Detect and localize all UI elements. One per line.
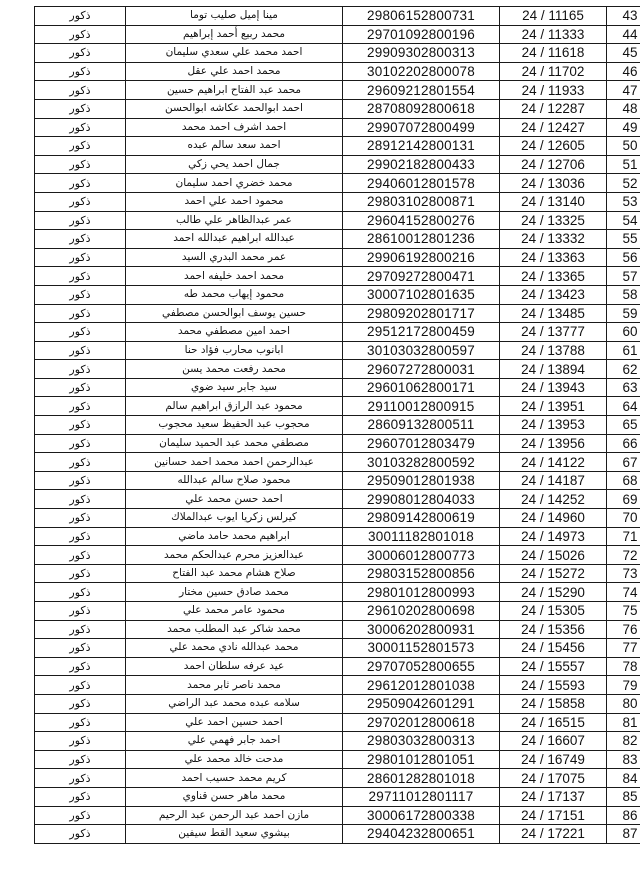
name-cell: احمد اشرف احمد محمد bbox=[126, 118, 343, 137]
table-row bbox=[35, 620, 640, 639]
serial-number-cell: 76 bbox=[607, 620, 640, 639]
roster-table-body bbox=[35, 7, 640, 844]
national-id-cell: 29803032800313 bbox=[343, 732, 500, 751]
national-id-cell: 30103282800592 bbox=[343, 453, 500, 472]
table-row bbox=[35, 583, 640, 602]
registration-number-cell: 24 / 17137 bbox=[500, 787, 607, 806]
gender-cell: ذكور bbox=[35, 787, 126, 806]
registration-number-cell: 24 / 13951 bbox=[500, 397, 607, 416]
national-id-cell: 29907072800499 bbox=[343, 118, 500, 137]
table-row bbox=[35, 137, 640, 156]
national-id-cell: 29902182800433 bbox=[343, 155, 500, 174]
serial-number-cell: 46 bbox=[607, 62, 640, 81]
gender-cell: ذكور bbox=[35, 230, 126, 249]
national-id-cell: 29707052800655 bbox=[343, 657, 500, 676]
serial-number-cell: 66 bbox=[607, 434, 640, 453]
registration-number-cell: 24 / 15858 bbox=[500, 694, 607, 713]
registration-number-cell: 24 / 11618 bbox=[500, 44, 607, 63]
gender-cell: ذكور bbox=[35, 192, 126, 211]
national-id-cell: 30006012800773 bbox=[343, 546, 500, 565]
registration-number-cell: 24 / 12605 bbox=[500, 137, 607, 156]
registration-number-cell: 24 / 15356 bbox=[500, 620, 607, 639]
national-id-cell: 29908012804033 bbox=[343, 490, 500, 509]
table-row bbox=[35, 323, 640, 342]
serial-number-cell: 57 bbox=[607, 267, 640, 286]
serial-number-cell: 70 bbox=[607, 509, 640, 528]
registration-number-cell: 24 / 15272 bbox=[500, 564, 607, 583]
gender-cell: ذكور bbox=[35, 639, 126, 658]
national-id-cell: 30103032800597 bbox=[343, 341, 500, 360]
table-row bbox=[35, 471, 640, 490]
serial-number-cell: 78 bbox=[607, 657, 640, 676]
national-id-cell: 28912142800131 bbox=[343, 137, 500, 156]
gender-cell: ذكور bbox=[35, 750, 126, 769]
serial-number-cell: 49 bbox=[607, 118, 640, 137]
registration-number-cell: 24 / 13788 bbox=[500, 341, 607, 360]
name-cell: سيد جابر سيد ضوي bbox=[126, 378, 343, 397]
gender-cell: ذكور bbox=[35, 416, 126, 435]
gender-cell: ذكور bbox=[35, 285, 126, 304]
name-cell: مصطفي محمد عبد الحميد سليمان bbox=[126, 434, 343, 453]
name-cell: محمود صلاح سالم عبدالله bbox=[126, 471, 343, 490]
registration-number-cell: 24 / 15456 bbox=[500, 639, 607, 658]
name-cell: احمد جابر فهمي علي bbox=[126, 732, 343, 751]
gender-cell: ذكور bbox=[35, 713, 126, 732]
registration-number-cell: 24 / 14122 bbox=[500, 453, 607, 472]
serial-number-cell: 83 bbox=[607, 750, 640, 769]
name-cell: عيد عرفه سلطان احمد bbox=[126, 657, 343, 676]
serial-number-cell: 54 bbox=[607, 211, 640, 230]
national-id-cell: 29110012800915 bbox=[343, 397, 500, 416]
name-cell: عمر عبدالظاهر علي طالب bbox=[126, 211, 343, 230]
table-row bbox=[35, 99, 640, 118]
registration-number-cell: 24 / 15026 bbox=[500, 546, 607, 565]
table-row bbox=[35, 676, 640, 695]
gender-cell: ذكور bbox=[35, 490, 126, 509]
table-row bbox=[35, 750, 640, 769]
registration-number-cell: 24 / 11702 bbox=[500, 62, 607, 81]
national-id-cell: 29702012800618 bbox=[343, 713, 500, 732]
serial-number-cell: 53 bbox=[607, 192, 640, 211]
gender-cell: ذكور bbox=[35, 564, 126, 583]
name-cell: احمد ابوالحمد عكاشه ابوالحسن bbox=[126, 99, 343, 118]
serial-number-cell: 52 bbox=[607, 174, 640, 193]
serial-number-cell: 62 bbox=[607, 360, 640, 379]
gender-cell: ذكور bbox=[35, 304, 126, 323]
table-row bbox=[35, 304, 640, 323]
gender-cell: ذكور bbox=[35, 118, 126, 137]
name-cell: عبدالله ابراهيم عبدالله احمد bbox=[126, 230, 343, 249]
table-row bbox=[35, 248, 640, 267]
serial-number-cell: 73 bbox=[607, 564, 640, 583]
serial-number-cell: 81 bbox=[607, 713, 640, 732]
national-id-cell: 30102202800078 bbox=[343, 62, 500, 81]
serial-number-cell: 48 bbox=[607, 99, 640, 118]
name-cell: محمد رفعت محمد يسن bbox=[126, 360, 343, 379]
gender-cell: ذكور bbox=[35, 62, 126, 81]
national-id-cell: 28610012801236 bbox=[343, 230, 500, 249]
serial-number-cell: 59 bbox=[607, 304, 640, 323]
table-row bbox=[35, 825, 640, 844]
gender-cell: ذكور bbox=[35, 155, 126, 174]
roster-table bbox=[34, 6, 640, 844]
table-row bbox=[35, 546, 640, 565]
table-row bbox=[35, 657, 640, 676]
national-id-cell: 29509042601291 bbox=[343, 694, 500, 713]
table-row bbox=[35, 174, 640, 193]
name-cell: محمد احمد خليفه احمد bbox=[126, 267, 343, 286]
table-row bbox=[35, 602, 640, 621]
name-cell: محمد ناصر ثابر محمد bbox=[126, 676, 343, 695]
name-cell: محمد خضري احمد سليمان bbox=[126, 174, 343, 193]
name-cell: محمد عبد الفتاح ابراهيم حسين bbox=[126, 81, 343, 100]
serial-number-cell: 77 bbox=[607, 639, 640, 658]
name-cell: كيرلس زكريا ايوب عبدالملاك bbox=[126, 509, 343, 528]
name-cell: ابراهيم محمد حامد ماضي bbox=[126, 527, 343, 546]
name-cell: احمد حسن محمد علي bbox=[126, 490, 343, 509]
name-cell: محمد ربيع أحمد إبراهيم bbox=[126, 25, 343, 44]
gender-cell: ذكور bbox=[35, 7, 126, 26]
registration-number-cell: 24 / 16607 bbox=[500, 732, 607, 751]
name-cell: كريم محمد حسيب احمد bbox=[126, 769, 343, 788]
registration-number-cell: 24 / 15305 bbox=[500, 602, 607, 621]
serial-number-cell: 71 bbox=[607, 527, 640, 546]
serial-number-cell: 75 bbox=[607, 602, 640, 621]
table-row bbox=[35, 7, 640, 26]
gender-cell: ذكور bbox=[35, 620, 126, 639]
table-row bbox=[35, 360, 640, 379]
gender-cell: ذكور bbox=[35, 546, 126, 565]
gender-cell: ذكور bbox=[35, 378, 126, 397]
national-id-cell: 29509012801938 bbox=[343, 471, 500, 490]
serial-number-cell: 56 bbox=[607, 248, 640, 267]
table-row bbox=[35, 230, 640, 249]
registration-number-cell: 24 / 13140 bbox=[500, 192, 607, 211]
serial-number-cell: 60 bbox=[607, 323, 640, 342]
registration-number-cell: 24 / 17151 bbox=[500, 806, 607, 825]
gender-cell: ذكور bbox=[35, 732, 126, 751]
name-cell: محمد ماهر حسن قناوي bbox=[126, 787, 343, 806]
name-cell: محمود عامر محمد علي bbox=[126, 602, 343, 621]
gender-cell: ذكور bbox=[35, 323, 126, 342]
national-id-cell: 29806152800731 bbox=[343, 7, 500, 26]
serial-number-cell: 79 bbox=[607, 676, 640, 695]
name-cell: محجوب عبد الحفيظ سعيد محجوب bbox=[126, 416, 343, 435]
registration-number-cell: 24 / 13943 bbox=[500, 378, 607, 397]
table-row bbox=[35, 62, 640, 81]
registration-number-cell: 24 / 15593 bbox=[500, 676, 607, 695]
name-cell: محمد صادق حسين مختار bbox=[126, 583, 343, 602]
table-row bbox=[35, 527, 640, 546]
table-row bbox=[35, 118, 640, 137]
name-cell: احمد سعد سالم عبده bbox=[126, 137, 343, 156]
registration-number-cell: 24 / 13894 bbox=[500, 360, 607, 379]
national-id-cell: 28708092800618 bbox=[343, 99, 500, 118]
serial-number-cell: 47 bbox=[607, 81, 640, 100]
name-cell: مينا إميل صليب توما bbox=[126, 7, 343, 26]
gender-cell: ذكور bbox=[35, 81, 126, 100]
gender-cell: ذكور bbox=[35, 583, 126, 602]
name-cell: احمد امين مصطفي محمد bbox=[126, 323, 343, 342]
registration-number-cell: 24 / 13036 bbox=[500, 174, 607, 193]
national-id-cell: 28601282801018 bbox=[343, 769, 500, 788]
table-row bbox=[35, 434, 640, 453]
serial-number-cell: 63 bbox=[607, 378, 640, 397]
table-row bbox=[35, 732, 640, 751]
name-cell: سلامه عبده محمد عبد الراضي bbox=[126, 694, 343, 713]
serial-number-cell: 72 bbox=[607, 546, 640, 565]
national-id-cell: 29406012801578 bbox=[343, 174, 500, 193]
table-row bbox=[35, 192, 640, 211]
registration-number-cell: 24 / 13485 bbox=[500, 304, 607, 323]
national-id-cell: 30006172800338 bbox=[343, 806, 500, 825]
registration-number-cell: 24 / 13953 bbox=[500, 416, 607, 435]
table-row bbox=[35, 453, 640, 472]
serial-number-cell: 65 bbox=[607, 416, 640, 435]
table-row bbox=[35, 787, 640, 806]
national-id-cell: 29711012801117 bbox=[343, 787, 500, 806]
name-cell: جمال احمد يحي زكي bbox=[126, 155, 343, 174]
national-id-cell: 29803152800856 bbox=[343, 564, 500, 583]
serial-number-cell: 68 bbox=[607, 471, 640, 490]
registration-number-cell: 24 / 12287 bbox=[500, 99, 607, 118]
name-cell: ابانوب محارب فؤاد حنا bbox=[126, 341, 343, 360]
gender-cell: ذكور bbox=[35, 769, 126, 788]
national-id-cell: 29512172800459 bbox=[343, 323, 500, 342]
serial-number-cell: 64 bbox=[607, 397, 640, 416]
registration-number-cell: 24 / 15290 bbox=[500, 583, 607, 602]
serial-number-cell: 44 bbox=[607, 25, 640, 44]
table-row bbox=[35, 378, 640, 397]
serial-number-cell: 85 bbox=[607, 787, 640, 806]
gender-cell: ذكور bbox=[35, 44, 126, 63]
registration-number-cell: 24 / 13363 bbox=[500, 248, 607, 267]
registration-number-cell: 24 / 13956 bbox=[500, 434, 607, 453]
gender-cell: ذكور bbox=[35, 267, 126, 286]
national-id-cell: 29801012801051 bbox=[343, 750, 500, 769]
name-cell: محمد احمد علي عقل bbox=[126, 62, 343, 81]
table-row bbox=[35, 564, 640, 583]
name-cell: محمد شاكر عبد المطلب محمد bbox=[126, 620, 343, 639]
national-id-cell: 29609212801554 bbox=[343, 81, 500, 100]
registration-number-cell: 24 / 17221 bbox=[500, 825, 607, 844]
gender-cell: ذكور bbox=[35, 174, 126, 193]
serial-number-cell: 84 bbox=[607, 769, 640, 788]
serial-number-cell: 61 bbox=[607, 341, 640, 360]
gender-cell: ذكور bbox=[35, 248, 126, 267]
table-row bbox=[35, 490, 640, 509]
table-row bbox=[35, 639, 640, 658]
serial-number-cell: 51 bbox=[607, 155, 640, 174]
national-id-cell: 29601062800171 bbox=[343, 378, 500, 397]
name-cell: صلاح هشام محمد عبد الفتاح bbox=[126, 564, 343, 583]
national-id-cell: 29906192800216 bbox=[343, 248, 500, 267]
gender-cell: ذكور bbox=[35, 453, 126, 472]
serial-number-cell: 43 bbox=[607, 7, 640, 26]
registration-number-cell: 24 / 16515 bbox=[500, 713, 607, 732]
registration-number-cell: 24 / 11165 bbox=[500, 7, 607, 26]
table-row bbox=[35, 416, 640, 435]
registration-number-cell: 24 / 14252 bbox=[500, 490, 607, 509]
registration-number-cell: 24 / 14187 bbox=[500, 471, 607, 490]
serial-number-cell: 45 bbox=[607, 44, 640, 63]
gender-cell: ذكور bbox=[35, 471, 126, 490]
name-cell: عبدالرحمن احمد محمد احمد حسانين bbox=[126, 453, 343, 472]
gender-cell: ذكور bbox=[35, 806, 126, 825]
serial-number-cell: 67 bbox=[607, 453, 640, 472]
name-cell: مازن احمد عبد الرحمن عبد الرحيم bbox=[126, 806, 343, 825]
national-id-cell: 29604152800276 bbox=[343, 211, 500, 230]
national-id-cell: 29607012803479 bbox=[343, 434, 500, 453]
table-row bbox=[35, 285, 640, 304]
national-id-cell: 29610202800698 bbox=[343, 602, 500, 621]
gender-cell: ذكور bbox=[35, 602, 126, 621]
national-id-cell: 29809202801717 bbox=[343, 304, 500, 323]
registration-number-cell: 24 / 13365 bbox=[500, 267, 607, 286]
serial-number-cell: 80 bbox=[607, 694, 640, 713]
registration-number-cell: 24 / 13777 bbox=[500, 323, 607, 342]
registration-number-cell: 24 / 12706 bbox=[500, 155, 607, 174]
registration-number-cell: 24 / 13423 bbox=[500, 285, 607, 304]
table-row bbox=[35, 713, 640, 732]
gender-cell: ذكور bbox=[35, 509, 126, 528]
name-cell: مدحت خالد محمد علي bbox=[126, 750, 343, 769]
gender-cell: ذكور bbox=[35, 825, 126, 844]
registration-number-cell: 24 / 13325 bbox=[500, 211, 607, 230]
serial-number-cell: 55 bbox=[607, 230, 640, 249]
table-row bbox=[35, 25, 640, 44]
registration-number-cell: 24 / 17075 bbox=[500, 769, 607, 788]
serial-number-cell: 87 bbox=[607, 825, 640, 844]
table-row bbox=[35, 397, 640, 416]
national-id-cell: 29701092800196 bbox=[343, 25, 500, 44]
table-row bbox=[35, 341, 640, 360]
gender-cell: ذكور bbox=[35, 676, 126, 695]
registration-number-cell: 24 / 14960 bbox=[500, 509, 607, 528]
gender-cell: ذكور bbox=[35, 341, 126, 360]
name-cell: عبدالعزيز محرم عبدالحكم محمد bbox=[126, 546, 343, 565]
national-id-cell: 30011182801018 bbox=[343, 527, 500, 546]
registration-number-cell: 24 / 12427 bbox=[500, 118, 607, 137]
serial-number-cell: 58 bbox=[607, 285, 640, 304]
table-row bbox=[35, 81, 640, 100]
gender-cell: ذكور bbox=[35, 397, 126, 416]
gender-cell: ذكور bbox=[35, 434, 126, 453]
table-row bbox=[35, 211, 640, 230]
name-cell: حسين يوسف ابوالحسن مصطفي bbox=[126, 304, 343, 323]
name-cell: محمد عبدالله نادي محمد علي bbox=[126, 639, 343, 658]
national-id-cell: 30007102801635 bbox=[343, 285, 500, 304]
gender-cell: ذكور bbox=[35, 657, 126, 676]
table-row bbox=[35, 267, 640, 286]
national-id-cell: 29404232800651 bbox=[343, 825, 500, 844]
national-id-cell: 29803102800871 bbox=[343, 192, 500, 211]
name-cell: محمود عبد الرازق ابراهيم سالم bbox=[126, 397, 343, 416]
national-id-cell: 29809142800619 bbox=[343, 509, 500, 528]
national-id-cell: 29612012801038 bbox=[343, 676, 500, 695]
name-cell: محمود احمد علي احمد bbox=[126, 192, 343, 211]
serial-number-cell: 74 bbox=[607, 583, 640, 602]
serial-number-cell: 82 bbox=[607, 732, 640, 751]
registration-number-cell: 24 / 13332 bbox=[500, 230, 607, 249]
national-id-cell: 30006202800931 bbox=[343, 620, 500, 639]
registration-number-cell: 24 / 11933 bbox=[500, 81, 607, 100]
registration-number-cell: 24 / 11333 bbox=[500, 25, 607, 44]
name-cell: عمر محمد البدري السيد bbox=[126, 248, 343, 267]
national-id-cell: 29709272800471 bbox=[343, 267, 500, 286]
gender-cell: ذكور bbox=[35, 694, 126, 713]
gender-cell: ذكور bbox=[35, 211, 126, 230]
registration-number-cell: 24 / 16749 bbox=[500, 750, 607, 769]
gender-cell: ذكور bbox=[35, 25, 126, 44]
name-cell: بيشوي سعيد القط سيفين bbox=[126, 825, 343, 844]
national-id-cell: 30001152801573 bbox=[343, 639, 500, 658]
name-cell: محمود إيهاب محمد طه bbox=[126, 285, 343, 304]
gender-cell: ذكور bbox=[35, 99, 126, 118]
national-id-cell: 29801012800993 bbox=[343, 583, 500, 602]
name-cell: احمد محمد علي سعدي سليمان bbox=[126, 44, 343, 63]
gender-cell: ذكور bbox=[35, 360, 126, 379]
serial-number-cell: 50 bbox=[607, 137, 640, 156]
table-row bbox=[35, 509, 640, 528]
national-id-cell: 29909302800313 bbox=[343, 44, 500, 63]
table-row bbox=[35, 155, 640, 174]
national-id-cell: 28609132800511 bbox=[343, 416, 500, 435]
registration-number-cell: 24 / 14973 bbox=[500, 527, 607, 546]
serial-number-cell: 86 bbox=[607, 806, 640, 825]
gender-cell: ذكور bbox=[35, 527, 126, 546]
table-row bbox=[35, 806, 640, 825]
gender-cell: ذكور bbox=[35, 137, 126, 156]
name-cell: احمد حسين احمد علي bbox=[126, 713, 343, 732]
table-row bbox=[35, 694, 640, 713]
table-row bbox=[35, 769, 640, 788]
national-id-cell: 29607272800031 bbox=[343, 360, 500, 379]
table-row bbox=[35, 44, 640, 63]
registration-number-cell: 24 / 15557 bbox=[500, 657, 607, 676]
serial-number-cell: 69 bbox=[607, 490, 640, 509]
